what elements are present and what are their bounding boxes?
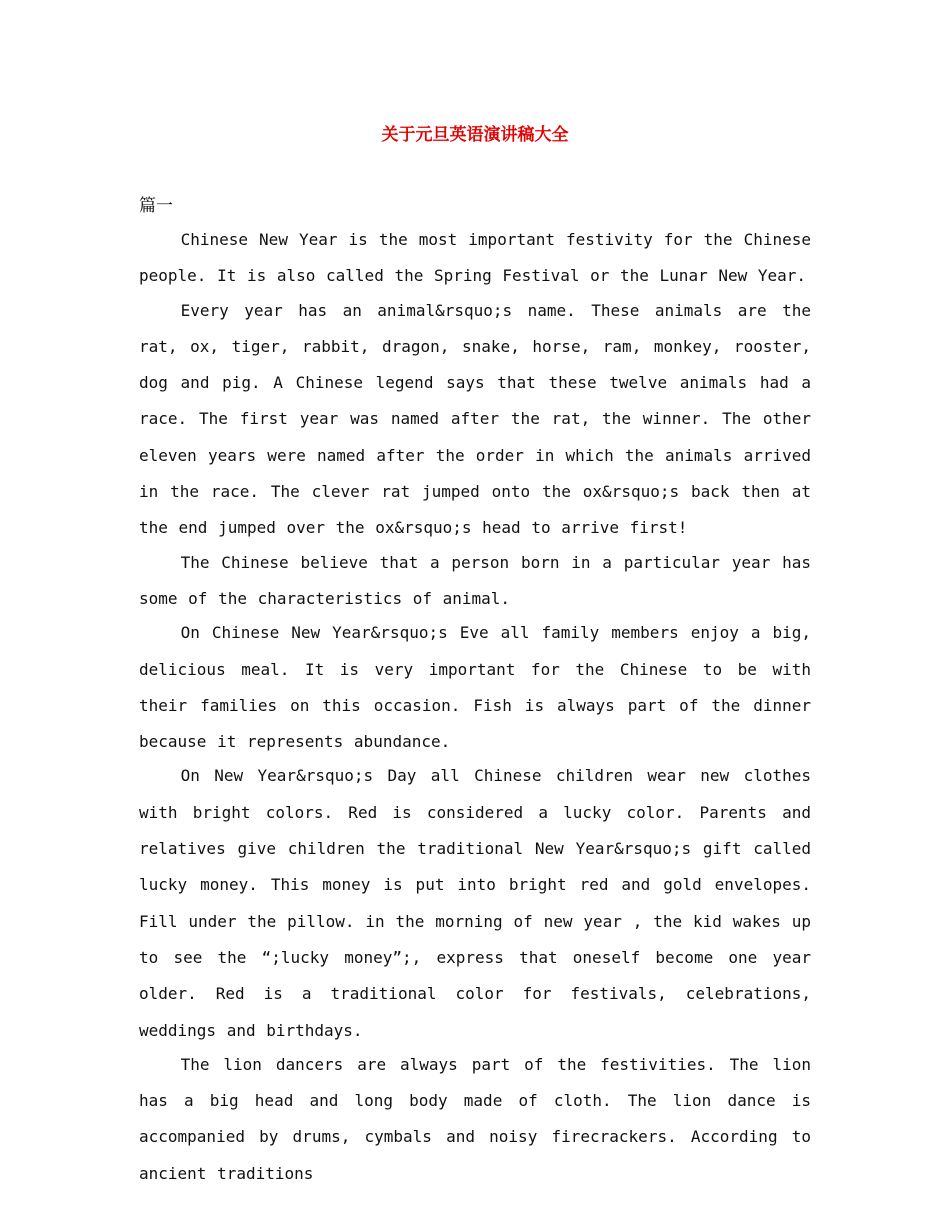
paragraph: Chinese New Year is the most important festivity for the Chinese people. It is also called the Spring Festival or the Lunar New Year. xyxy=(139,230,811,286)
section-label: 篇一 xyxy=(139,196,173,216)
paragraph: On New Year&rsquo;s Day all Chinese children wear new clothes with bright colors. Red is considered a lucky color. Parents and relatives give children the traditional New Year&rsquo;s gift called lucky money. This money is put into bright red and gold envelopes. Fill under the pillow. in the morning of new year , the kid wakes up to see the “;lucky money”;, express that oneself become one year older. Red is a traditional color for festivals, celebrations, weddings and birthdays. xyxy=(139,766,811,1040)
paragraph: The Chinese believe that a person born in a particular year has some of the characteristics of animal. xyxy=(139,552,811,608)
paragraph: On Chinese New Year&rsquo;s Eve all family members enjoy a big, delicious meal. It is very important for the Chinese to be with their families on this occasion. Fish is always part of the dinner because it represents abundance. xyxy=(139,623,811,752)
document-body xyxy=(139,222,811,1190)
paragraph: The lion dancers are always part of the festivities. The lion has a big head and long body made of cloth. The lion dance is accompanied by drums, cymbals and noisy firecrackers. According to ancient traditions xyxy=(139,1054,811,1183)
document-title: 关于元旦英语演讲稿大全 xyxy=(381,125,569,145)
paragraph: Every year has an animal&rsquo;s name. These animals are the rat, ox, tiger, rabbit, dragon, snake, horse, ram, monkey, rooster, dog and pig. A Chinese legend says that these twelve animals had a race. The first year was named after the rat, the winner. The other eleven years were named after the order in which the animals arrived in the race. The clever rat jumped onto the ox&rsquo;s back then at the end jumped over the ox&rsquo;s head to arrive first! xyxy=(139,300,811,538)
